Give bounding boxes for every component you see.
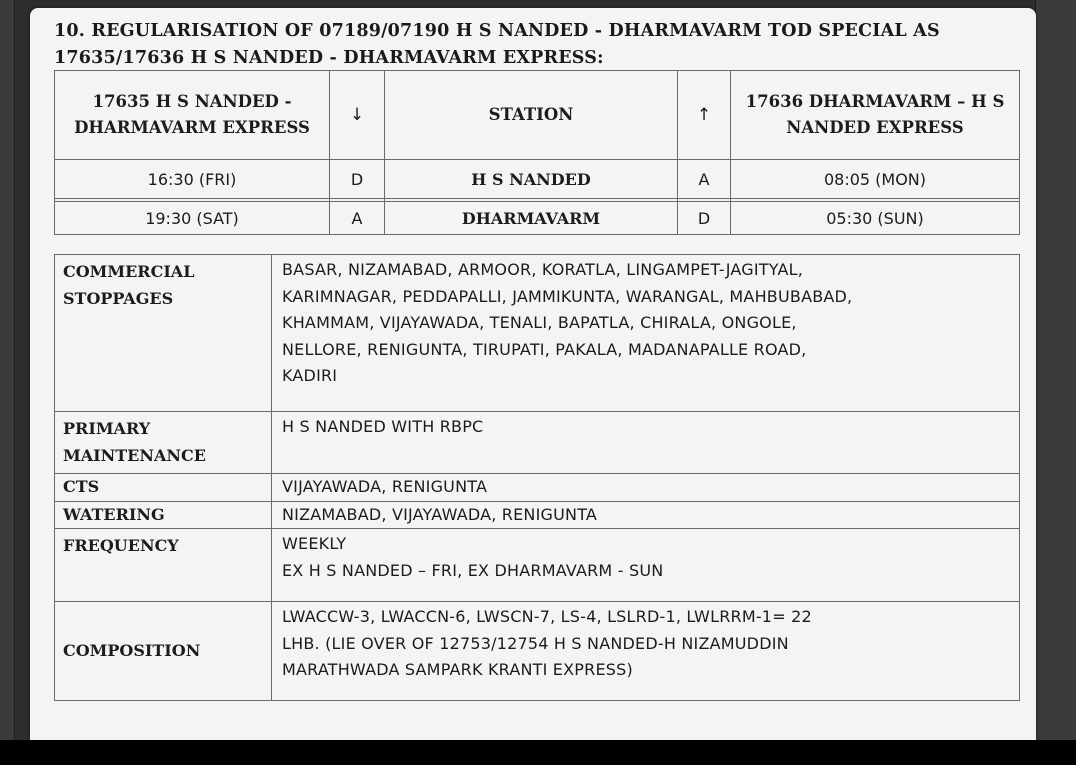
details-label: FREQUENCY bbox=[55, 529, 272, 602]
details-row-watering bbox=[55, 501, 1020, 529]
details-value bbox=[272, 501, 1020, 529]
details-label: PRIMARY MAINTENANCE bbox=[55, 412, 272, 474]
value-line: LHB. (LIE OVER OF 12753/12754 H S NANDED-H NIZAMUDDIN bbox=[282, 633, 789, 653]
down-time: 16:30 (FRI) bbox=[55, 160, 330, 199]
details-label: COMPOSITION bbox=[55, 602, 272, 701]
heading-line-1: 10. REGULARISATION OF 07189/07190 H S NANDED - DHARMAVARM TOD SPECIAL AS bbox=[54, 21, 940, 41]
details-label: WATERING bbox=[55, 501, 272, 529]
up-time: 08:05 (MON) bbox=[731, 160, 1020, 199]
value-line: WEEKLY bbox=[282, 534, 347, 553]
bottom-black-bar bbox=[0, 740, 1076, 765]
down-code: A bbox=[330, 202, 385, 235]
left-border-strip bbox=[0, 0, 15, 765]
down-time: 19:30 (SAT) bbox=[55, 202, 330, 235]
value-line: KHAMMAM, VIJAYAWADA, TENALI, BAPATLA, CHIRALA, ONGOLE, bbox=[282, 313, 797, 332]
up-code: D bbox=[678, 202, 731, 235]
up-train-header: 17636 DHARMAVARM – H S NANDED EXPRESS bbox=[731, 71, 1020, 160]
timing-row bbox=[55, 202, 1020, 235]
station-name: H S NANDED bbox=[385, 160, 678, 199]
value-line: LWACCW-3, LWACCN-6, LWSCN-7, LS-4, LSLRD-1, LWLRRM-1= 22 bbox=[282, 607, 812, 626]
station-name: DHARMAVARM bbox=[385, 202, 678, 235]
value-line: H S NANDED WITH RBPC bbox=[282, 417, 484, 436]
value-line: NIZAMABAD, VIJAYAWADA, RENIGUNTA bbox=[282, 504, 598, 524]
up-code: A bbox=[678, 160, 731, 199]
details-label: CTS bbox=[55, 474, 272, 502]
details-value bbox=[272, 412, 1020, 474]
details-row-stoppages bbox=[55, 255, 1020, 412]
details-value bbox=[272, 529, 1020, 602]
value-line: BASAR, NIZAMABAD, ARMOOR, KORATLA, LINGAMPET-JAGITYAL, bbox=[282, 260, 804, 279]
details-row-composition bbox=[55, 602, 1020, 701]
document-page bbox=[30, 8, 1036, 748]
details-label: COMMERCIAL STOPPAGES bbox=[55, 255, 272, 412]
value-line: MARATHWADA SAMPARK KRANTI EXPRESS) bbox=[282, 660, 633, 679]
details-row-frequency bbox=[55, 529, 1020, 602]
up-time: 05:30 (SUN) bbox=[731, 202, 1020, 235]
value-line: KARIMNAGAR, PEDDAPALLI, JAMMIKUNTA, WARANGAL, MAHBUBABAD, bbox=[282, 286, 853, 306]
timing-header-row bbox=[55, 71, 1020, 160]
down-code: D bbox=[330, 160, 385, 199]
value-line: EX H S NANDED – FRI, EX DHARMAVARM - SUN bbox=[282, 560, 664, 580]
value-line: VIJAYAWADA, RENIGUNTA bbox=[282, 477, 488, 496]
timing-table bbox=[54, 70, 1020, 235]
details-table bbox=[54, 254, 1020, 701]
details-value bbox=[272, 602, 1020, 701]
value-line: KADIRI bbox=[282, 366, 338, 385]
details-row-maintenance bbox=[55, 412, 1020, 474]
value-line: NELLORE, RENIGUNTA, TIRUPATI, PAKALA, MADANAPALLE ROAD, bbox=[282, 339, 807, 359]
right-border-strip bbox=[1035, 0, 1076, 765]
heading-line-2: 17635/17636 H S NANDED - DHARMAVARM EXPRESS: bbox=[54, 48, 604, 68]
timing-row bbox=[55, 160, 1020, 199]
down-train-header: 17635 H S NANDED - DHARMAVARM EXPRESS bbox=[55, 71, 330, 160]
details-value bbox=[272, 474, 1020, 502]
details-row-cts bbox=[55, 474, 1020, 502]
station-header: STATION bbox=[385, 71, 678, 160]
details-value bbox=[272, 255, 1020, 412]
section-heading bbox=[54, 18, 1014, 72]
down-arrow-header: ↓ bbox=[330, 71, 385, 160]
up-arrow-header: ↑ bbox=[678, 71, 731, 160]
